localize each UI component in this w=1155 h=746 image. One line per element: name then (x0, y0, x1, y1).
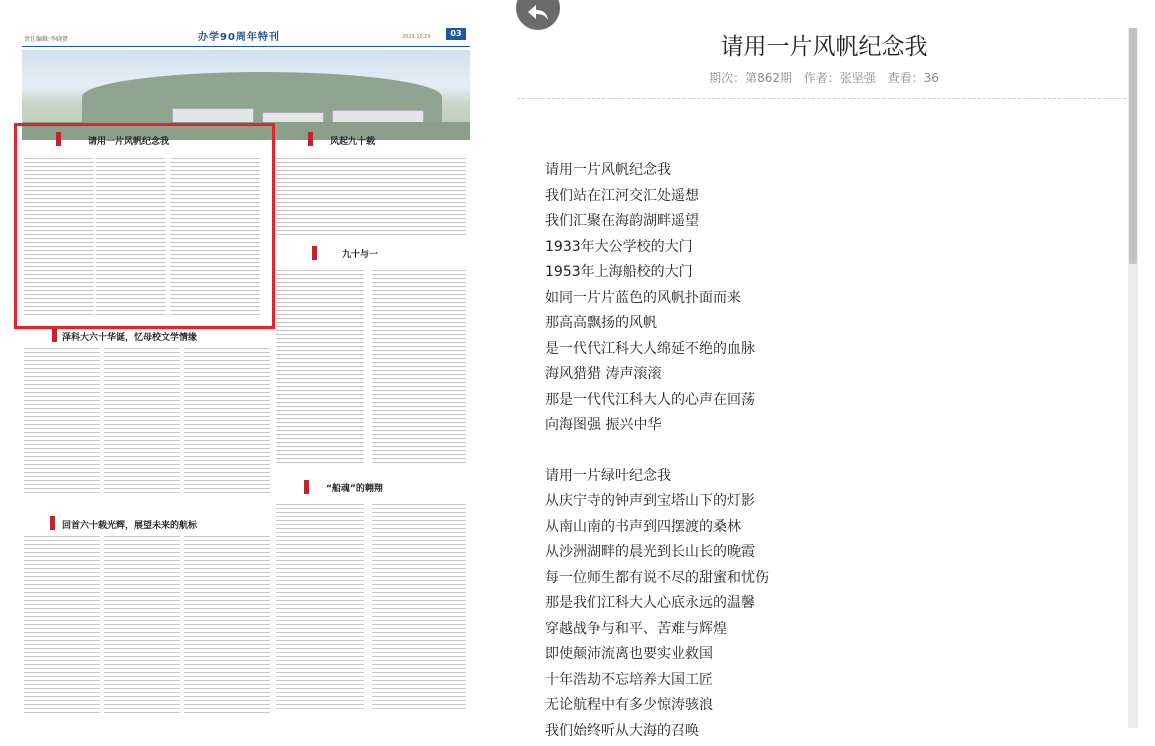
article-body (545, 160, 1125, 746)
editor-credit: 责任编辑:李晓贤 (24, 34, 68, 43)
poem-line: 我们汇聚在海韵湖畔遥望 (545, 211, 1125, 237)
page-number-badge: 03 (446, 28, 466, 40)
article-meta (517, 69, 1131, 86)
article-panel (517, 0, 1131, 737)
article-text-column (24, 534, 100, 714)
heading-marker (50, 516, 55, 530)
heading-wind: 风起九十载 (330, 134, 375, 147)
poem-line: 我们始终听从大海的召唤 (545, 721, 1125, 746)
article-text-column (184, 534, 270, 714)
header-rule (22, 46, 470, 47)
heading-marker (304, 480, 309, 494)
poem-line: 海风猎猎 涛声滚滚 (545, 364, 1125, 390)
heading-chart: 泽科大六十华诞，忆母校文学情缘 (62, 330, 197, 343)
article-text-column (24, 346, 100, 496)
poem-line: 无论航程中有多少惊涛骇浪 (545, 695, 1125, 721)
poem-line: 请用一片风帆纪念我 (545, 160, 1125, 186)
poem-line: 1933年大公学校的大门 (545, 237, 1125, 263)
heading-poem: 请用一片风帆纪念我 (88, 134, 169, 147)
author-info: 作者：张坚强 (804, 71, 876, 85)
poem-line: 那是我们江科大人心底永远的温馨 (545, 593, 1125, 619)
heading-marker (312, 246, 317, 260)
article-text-column (104, 346, 180, 496)
poem-line: 即使颠沛流离也要实业救国 (545, 644, 1125, 670)
poem-line: 从南山南的书声到四摆渡的桑林 (545, 517, 1125, 543)
poem-line: 每一位师生都有说不尽的甜蜜和忧伤 (545, 568, 1125, 594)
article-text-column (372, 268, 466, 466)
poem-line: 从庆宁寺的钟声到宝塔山下的灯影 (545, 491, 1125, 517)
heading-review: 回首六十载光辉，展望未来的航标 (62, 518, 197, 531)
poem-line: 如同一片片蓝色的风帆扑面而来 (545, 288, 1125, 314)
highlight-box (14, 123, 275, 329)
stanza-gap (545, 441, 1125, 466)
poem-line: 那是一代代江科大人的心声在回荡 (545, 390, 1125, 416)
title-divider (517, 98, 1131, 99)
article-text-column (276, 156, 466, 238)
heading-chuan: “船魂”的翱翔 (326, 481, 383, 494)
article-text-column (184, 346, 270, 496)
poem-line: 我们站在江河交汇处遥想 (545, 186, 1125, 212)
poem-line: 向海图强 振兴中华 (545, 415, 1125, 441)
poem-line: 穿越战争与和平、苦难与辉煌 (545, 619, 1125, 645)
issue-info: 期次：第862期 (709, 71, 792, 85)
poem-line: 从沙洲湖畔的晨光到长山长的晚霞 (545, 542, 1125, 568)
newspaper-date: 2023.10.29 (402, 34, 431, 40)
article-text-column (276, 502, 364, 712)
article-text-column (372, 502, 466, 712)
newspaper-masthead: 办学90周年特刊 (198, 28, 280, 43)
heading-marker (52, 328, 57, 342)
poem-line: 是一代代江科大人绵延不绝的血脉 (545, 339, 1125, 365)
poem-line: 1953年上海船校的大门 (545, 262, 1125, 288)
newspaper-preview (0, 0, 490, 737)
article-text-column (276, 268, 364, 466)
poem-line: 请用一片绿叶纪念我 (545, 466, 1125, 492)
article-title: 请用一片风帆纪念我 (517, 28, 1131, 61)
poem-line: 那高高飘扬的风帆 (545, 313, 1125, 339)
view-count: 查看：36 (888, 71, 939, 85)
heading-marker (308, 132, 313, 146)
newspaper-header (22, 32, 470, 46)
poem-line: 十年浩劫不忘培养大国工匠 (545, 670, 1125, 696)
scrollbar-thumb[interactable] (1129, 28, 1137, 264)
article-text-column (104, 534, 180, 714)
heading-ninety: 九十与一 (342, 247, 378, 260)
